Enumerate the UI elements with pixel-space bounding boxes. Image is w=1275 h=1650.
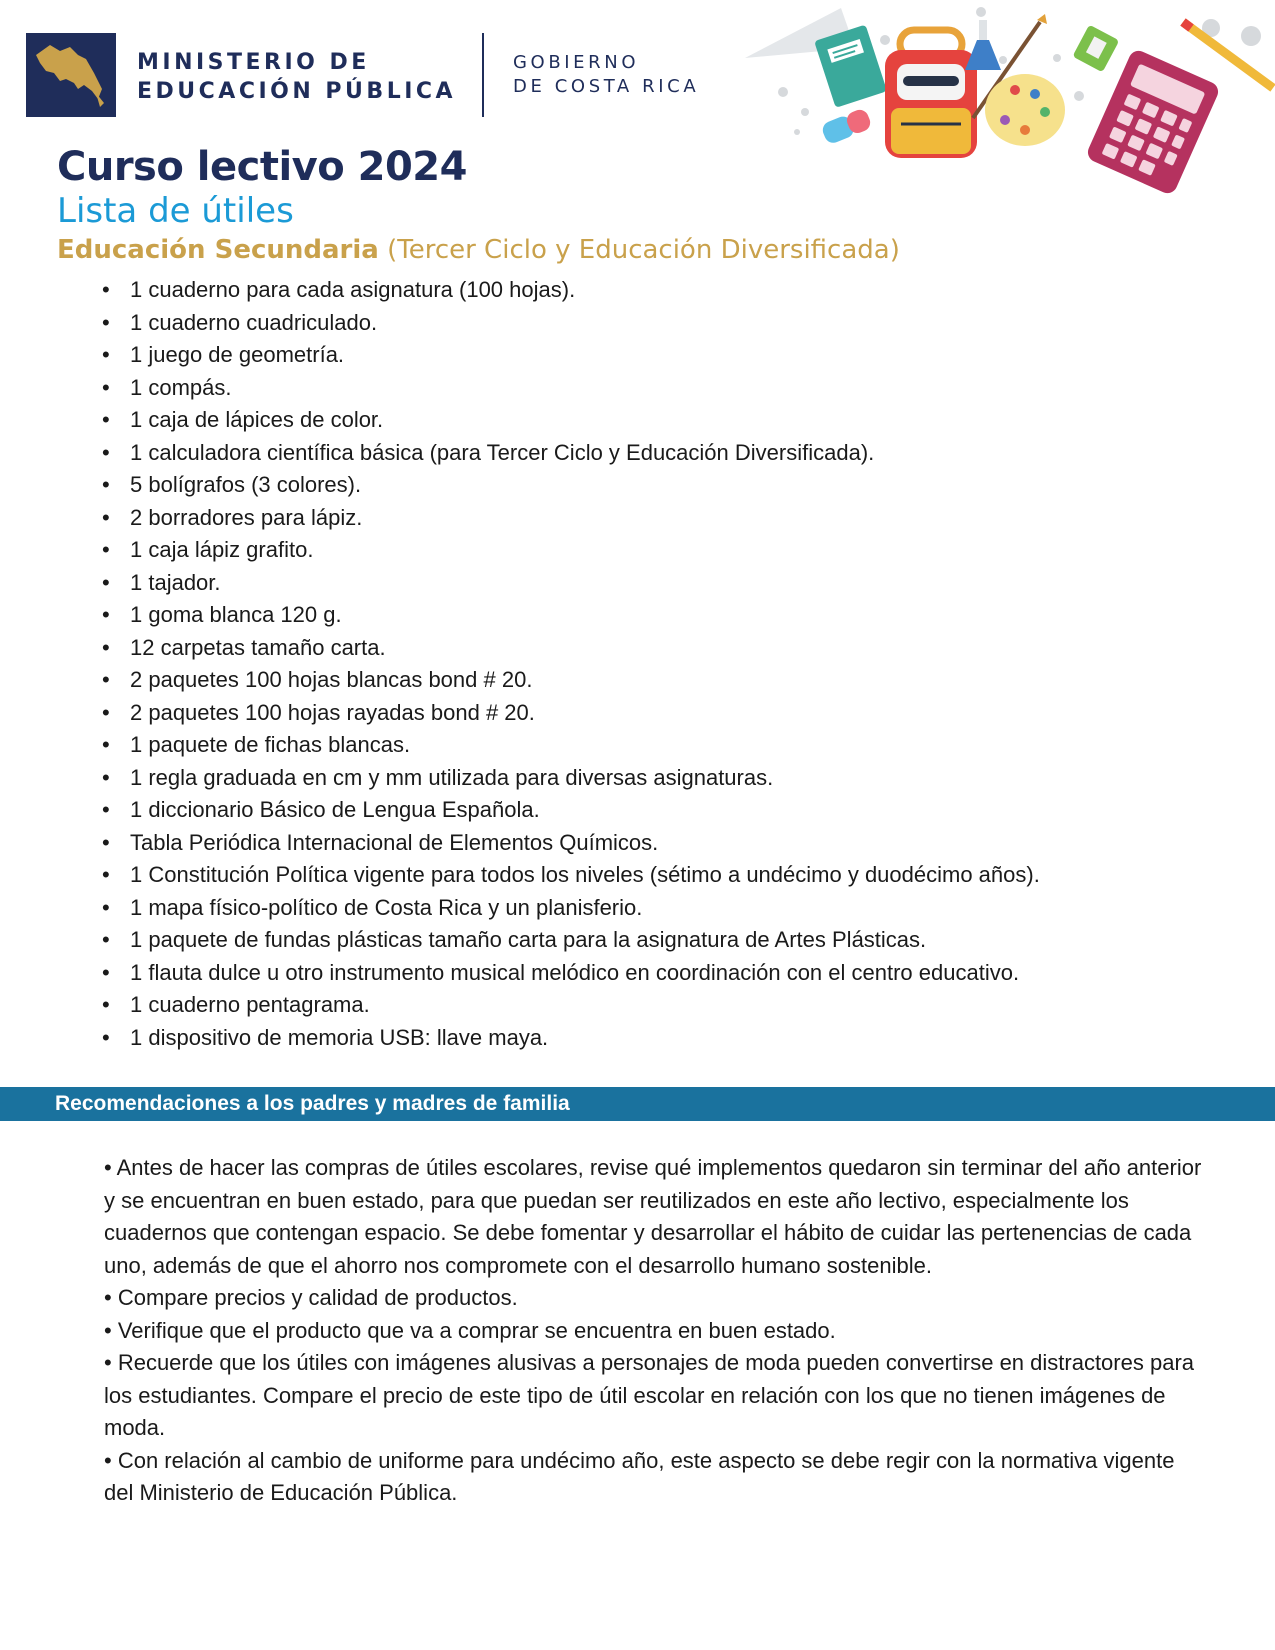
- bullet-icon: •: [102, 634, 110, 660]
- bullet-icon: •: [102, 829, 110, 855]
- backpack-icon: [885, 30, 977, 158]
- supply-item: [100, 372, 1040, 405]
- supply-item-text: 1 goma blanca 120 g.: [130, 602, 342, 627]
- supply-item: [100, 762, 1040, 795]
- supply-item-text: 1 cuaderno para cada asignatura (100 hojas).: [130, 277, 576, 302]
- bullet-icon: •: [102, 602, 110, 627]
- supply-item-text: 1 Constitución Política vigente para todos los niveles (sétimo a undécimo y duodécimo años).: [130, 862, 1040, 887]
- supply-item: [100, 274, 1040, 307]
- gov-line-1: GOBIERNO: [513, 52, 640, 73]
- bullet-icon: •: [102, 472, 110, 497]
- supply-item-text: 1 paquete de fundas plásticas tamaño carta para la asignatura de Artes Plásticas.: [130, 927, 927, 952]
- supply-item-text: 1 cuaderno cuadriculado.: [130, 309, 378, 335]
- supply-item: [100, 502, 1040, 535]
- page-subtitle: Lista de útiles: [57, 191, 294, 231]
- supply-item-text: 12 carpetas tamaño carta.: [130, 634, 386, 660]
- recommendation-item: • Verifique que el producto que va a comprar se encuentra en buen estado.: [104, 1317, 836, 1343]
- supply-item: [100, 794, 1040, 827]
- government-name: [513, 51, 699, 99]
- bullet-icon: •: [102, 959, 110, 985]
- supply-item-text: 1 mapa físico-político de Costa Rica y un planisferio.: [130, 894, 643, 920]
- ministry-name: [137, 48, 456, 106]
- mep-logo: [26, 33, 116, 117]
- supply-item: [100, 664, 1040, 697]
- ministry-line-2: EDUCACIÓN PÚBLICA: [137, 79, 457, 104]
- supply-item: [100, 437, 1040, 470]
- recommendations-heading: Recomendaciones a los padres y madres de familia: [55, 1092, 570, 1115]
- supply-item: [100, 892, 1040, 925]
- supply-item: [100, 827, 1040, 860]
- supply-item: [100, 632, 1040, 665]
- recommendation-item: • Compare precios y calidad de productos.: [104, 1285, 518, 1310]
- header-divider: [482, 33, 484, 117]
- title-block: [57, 143, 900, 266]
- supply-item-text: 1 caja de lápices de color.: [130, 407, 384, 432]
- supply-item: [100, 924, 1040, 957]
- supply-item: [100, 957, 1040, 990]
- recommendations-list: [104, 1152, 1204, 1510]
- education-level: [57, 234, 900, 266]
- education-level-detail: (Tercer Ciclo y Educación Diversificada): [387, 235, 900, 265]
- bullet-icon: •: [102, 862, 110, 887]
- supply-item-text: 1 juego de geometría.: [130, 342, 345, 367]
- recommendation-item: • Antes de hacer las compras de útiles escolares, revise qué implementos quedaron sin terminar del año anterior y se encuentran en buen estado, para que puedan ser reutilizados en este año lectivo, especialmente los cuadernos que contengan espacio. Se debe fomentar y desarrollar el hábito de cuidar las pertenencias de cada uno, además de que el ahorro nos compromete con el desarrollo humano sostenible.: [104, 1155, 1202, 1278]
- page-title: Curso lectivo 2024: [57, 144, 467, 190]
- bullet-icon: •: [102, 894, 110, 920]
- supply-item-text: 1 tajador.: [130, 569, 221, 595]
- palette-icon: [985, 74, 1065, 146]
- supply-item-text: 1 cuaderno pentagrama.: [130, 992, 370, 1017]
- supply-item: [100, 859, 1040, 892]
- supply-item: [100, 729, 1040, 762]
- bullet-icon: •: [102, 992, 110, 1017]
- supply-list: [100, 274, 1040, 1054]
- calculator-icon: [1085, 48, 1222, 197]
- bullet-icon: •: [102, 732, 110, 757]
- recommendation-item: • Con relación al cambio de uniforme para undécimo año, este aspecto se debe regir con la normativa vigente del Ministerio de Educación Pública.: [104, 1447, 1175, 1505]
- bullet-icon: •: [102, 342, 110, 367]
- supply-item-text: Tabla Periódica Internacional de Elementos Químicos.: [130, 829, 659, 855]
- bullet-icon: •: [102, 439, 110, 465]
- bullet-icon: •: [102, 667, 110, 692]
- recommendation-item: • Recuerde que los útiles con imágenes alusivas a personajes de moda pueden convertirse en distractores para los estudiantes. Compare el precio de este tipo de útil escolar en relación con los que no tienen imágenes de moda.: [104, 1350, 1194, 1440]
- recommendations-header-band: [0, 1087, 1275, 1121]
- supply-item-text: 2 paquetes 100 hojas blancas bond # 20.: [130, 667, 533, 692]
- bullet-icon: •: [102, 1024, 110, 1050]
- supply-item: [100, 989, 1040, 1022]
- bullet-icon: •: [102, 699, 110, 725]
- pencil-sharpener-icon: [1072, 25, 1119, 73]
- bullet-icon: •: [102, 374, 110, 400]
- bullet-icon: •: [102, 797, 110, 822]
- education-level-name: Educación Secundaria: [57, 235, 379, 265]
- supply-item: [100, 534, 1040, 567]
- bullet-icon: •: [102, 504, 110, 530]
- supply-item-text: 1 flauta dulce u otro instrumento musical melódico en coordinación con el centro educativo.: [130, 959, 1020, 985]
- supply-item: [100, 339, 1040, 372]
- flask-icon: [965, 20, 1001, 70]
- bullet-icon: •: [102, 569, 110, 595]
- ministry-line-1: MINISTERIO DE: [137, 50, 370, 75]
- supply-item-text: 1 compás.: [130, 374, 232, 400]
- bullet-icon: •: [102, 309, 110, 335]
- supply-item-text: 5 bolígrafos (3 colores).: [130, 472, 362, 497]
- eraser-icon: [820, 107, 873, 145]
- supply-item: [100, 599, 1040, 632]
- supply-item: [100, 697, 1040, 730]
- supply-item: [100, 1022, 1040, 1055]
- bullet-icon: •: [102, 764, 110, 790]
- bullet-icon: •: [102, 537, 110, 562]
- supply-item: [100, 307, 1040, 340]
- supply-item-text: 2 borradores para lápiz.: [130, 504, 363, 530]
- bullet-icon: •: [102, 927, 110, 952]
- bullet-icon: •: [102, 277, 110, 302]
- supply-item-text: 1 caja lápiz grafito.: [130, 537, 314, 562]
- supply-item-text: 2 paquetes 100 hojas rayadas bond # 20.: [130, 699, 535, 725]
- supply-item-text: 1 calculadora científica básica (para Tercer Ciclo y Educación Diversificada).: [130, 439, 875, 465]
- costa-rica-map-icon: [26, 33, 116, 117]
- supply-item: [100, 469, 1040, 502]
- supply-item: [100, 404, 1040, 437]
- supply-item-text: 1 dispositivo de memoria USB: llave maya.: [130, 1024, 549, 1050]
- supply-item-text: 1 regla graduada en cm y mm utilizada para diversas asignaturas.: [130, 764, 774, 790]
- supply-item-text: 1 diccionario Básico de Lengua Española.: [130, 797, 540, 822]
- bullet-icon: •: [102, 407, 110, 432]
- supply-item-text: 1 paquete de fichas blancas.: [130, 732, 411, 757]
- gov-line-2: DE COSTA RICA: [513, 76, 700, 97]
- supply-item: [100, 567, 1040, 600]
